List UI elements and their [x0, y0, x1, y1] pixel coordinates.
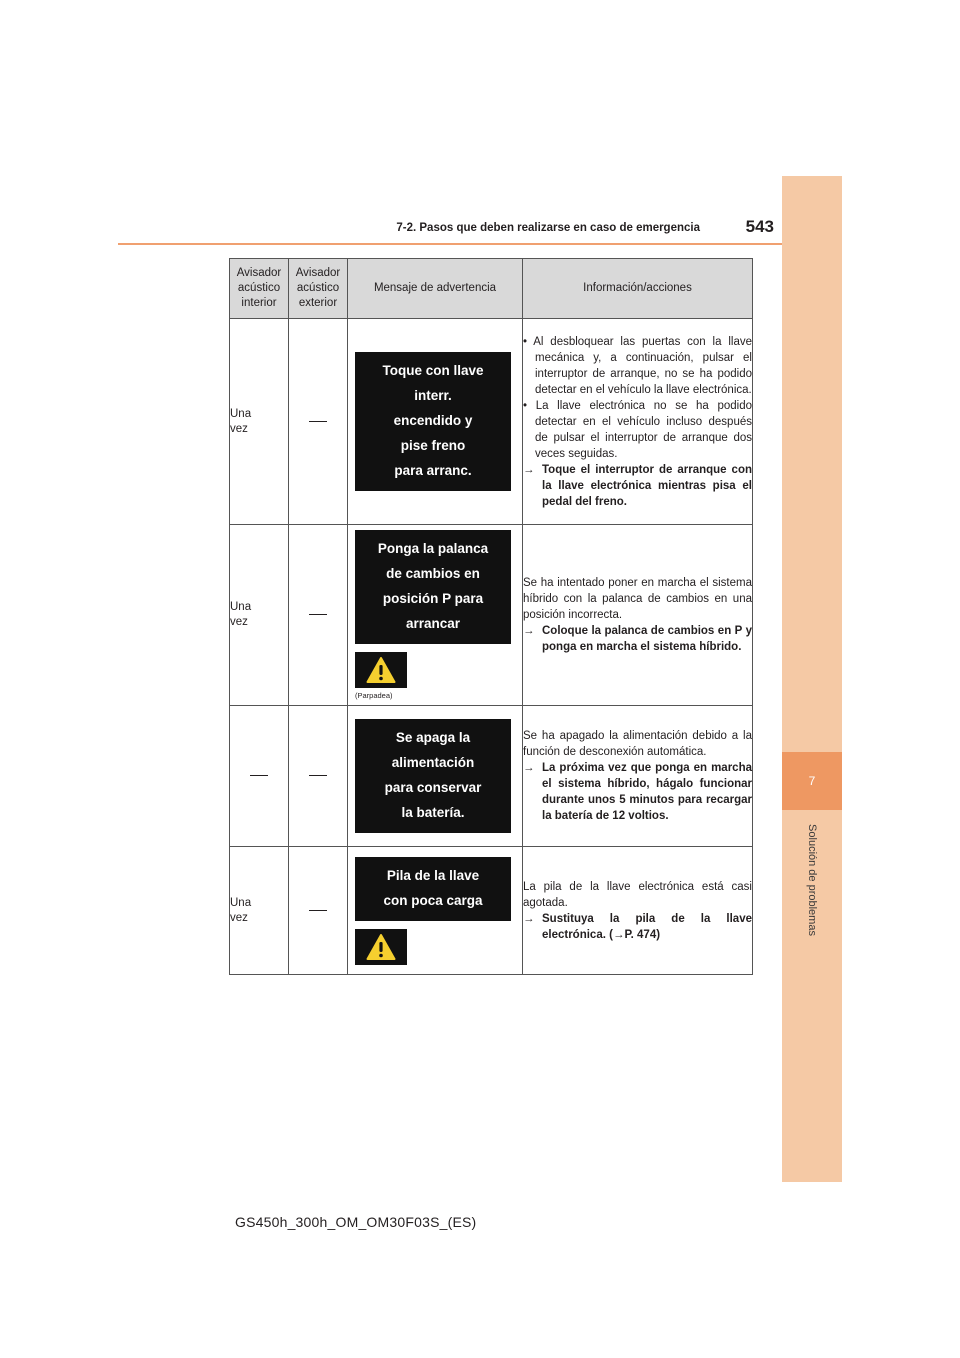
warning-triangle-icon: [366, 656, 396, 684]
header-exterior-buzzer: Avisador acústico exterior: [289, 259, 348, 319]
table-row: [230, 706, 753, 847]
exterior-buzzer-cell: [289, 319, 348, 525]
info-cell: [523, 525, 753, 706]
exterior-buzzer-cell: [289, 525, 348, 706]
table-header-row: [230, 259, 753, 319]
header-interior-buzzer: Avisador acústico interior: [230, 259, 289, 319]
interior-buzzer-cell: Una vez: [230, 525, 289, 706]
table-row: [230, 847, 753, 975]
action-text: → Coloque la palanca de cambios en P y ponga en marcha el sistema híbrido.: [523, 625, 752, 653]
warning-message-display: Toque con llave interr. encendido y pise freno para arranc.: [355, 352, 511, 491]
document-code: GS450h_300h_OM_OM30F03S_(ES): [235, 1214, 477, 1230]
none-dash: [309, 910, 327, 911]
info-bullet: • Al desbloquear las puertas con la llave mecánica y, a continuación, pulsar el interruptor de arranque, no se ha podido detectar en el vehículo la llave electrónica.: [523, 335, 752, 396]
action-text: → Toque el interruptor de arranque con la llave electrónica mientras pisa el pedal del freno.: [523, 463, 752, 508]
info-cell: [523, 847, 753, 975]
message-cell: [348, 706, 523, 847]
table-row: [230, 319, 753, 525]
warning-message-display: Ponga la palanca de cambios en posición P para arrancar: [355, 530, 511, 644]
interior-buzzer-cell: Una vez: [230, 319, 289, 525]
interior-buzzer-cell: [230, 706, 289, 847]
header-info-actions: Información/acciones: [523, 259, 753, 319]
flashing-note: (Parpadea): [355, 691, 393, 700]
none-dash: [309, 421, 327, 422]
info-text: Se ha intentado poner en marcha el sistema híbrido con la palanca de cambios en una posición incorrecta.: [523, 577, 752, 621]
warning-light: [355, 929, 407, 965]
exterior-buzzer-cell: [289, 847, 348, 975]
none-dash: [309, 775, 327, 776]
message-cell: [348, 525, 523, 706]
action-text: → Sustituya la pila de la llave electrónica. (→P. 474): [523, 912, 752, 941]
warning-triangle-icon: [366, 933, 396, 961]
chapter-number: 7: [808, 774, 816, 788]
info-cell: [523, 319, 753, 525]
message-cell: [348, 847, 523, 975]
none-dash: [250, 775, 268, 776]
chapter-title: Solución de problemas: [806, 824, 818, 936]
header-warning-message: Mensaje de advertencia: [348, 259, 523, 319]
message-cell: [348, 319, 523, 525]
action-text: → La próxima vez que ponga en marcha el sistema híbrido, hágalo funcionar durante unos 5 minutos para recargar la batería de 12 voltios.: [523, 762, 752, 822]
page-number: 543: [745, 217, 774, 236]
warning-message-table: [229, 258, 753, 975]
warning-light: [355, 652, 407, 688]
warning-message-display: Pila de la llave con poca carga: [355, 857, 511, 921]
exterior-buzzer-cell: [289, 706, 348, 847]
info-cell: [523, 706, 753, 847]
warning-message-display: Se apaga la alimentación para conservar la batería.: [355, 719, 511, 833]
info-text: La pila de la llave electrónica está casi agotada.: [523, 880, 752, 909]
info-bullet: • La llave electrónica no se ha podido detectar en el vehículo incluso después de pulsar el interruptor de arranque dos veces seguidas.: [523, 399, 752, 460]
none-dash: [309, 614, 327, 615]
table-row: [230, 525, 753, 706]
info-text: Se ha apagado la alimentación debido a la función de desconexión automática.: [523, 730, 752, 758]
header-rule: [118, 243, 782, 245]
chapter-side-tab: [782, 176, 842, 1182]
section-title: 7-2. Pasos que deben realizarse en caso de emergencia: [396, 222, 700, 234]
interior-buzzer-cell: Una vez: [230, 847, 289, 975]
